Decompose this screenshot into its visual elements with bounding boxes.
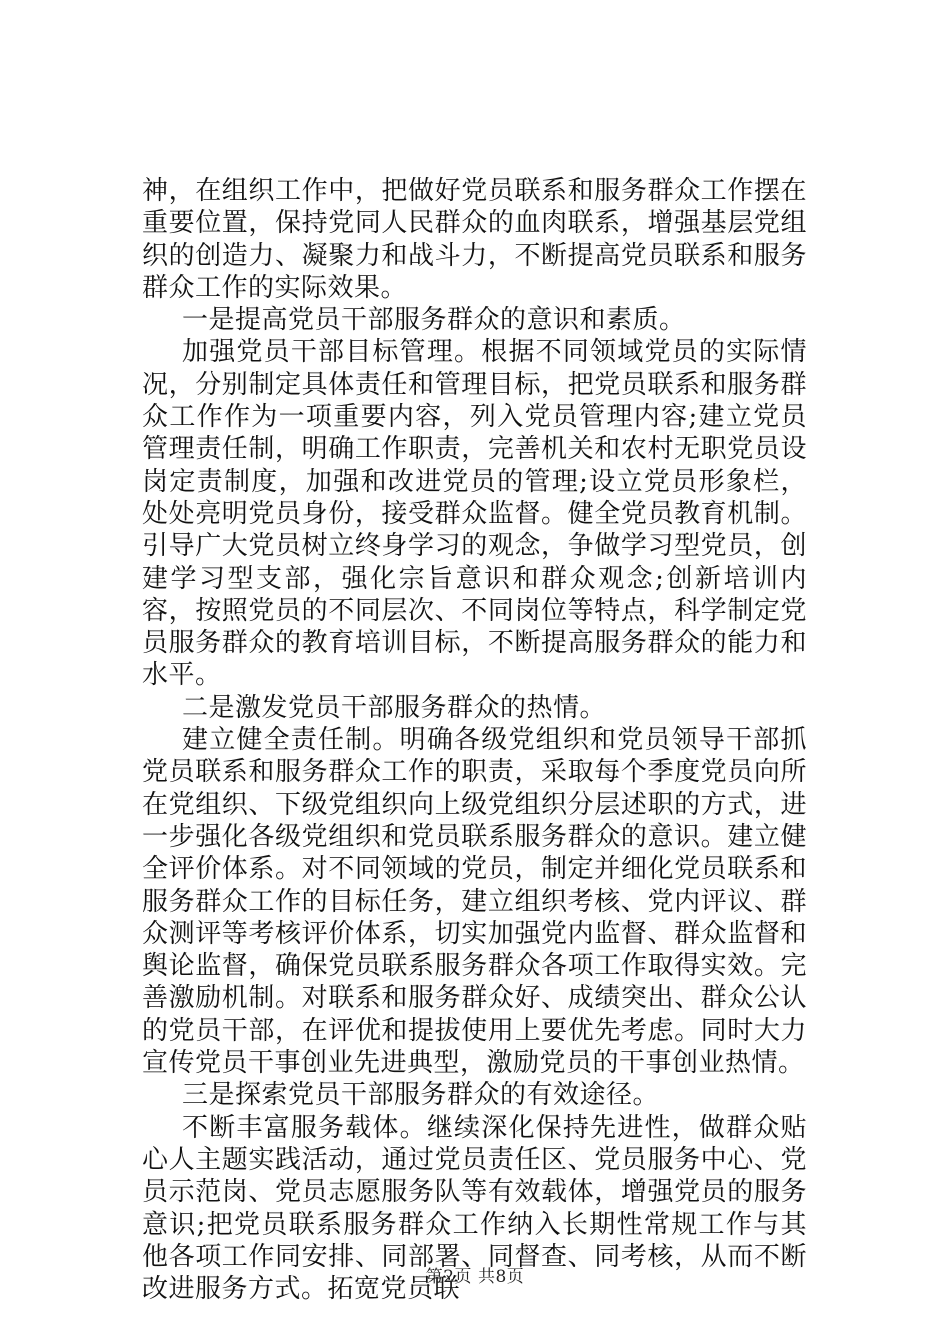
section-heading-two: 二是激发党员干部服务群众的热情。 <box>182 692 607 723</box>
paragraph-continuation: 神，在组织工作中，把做好党员联系和服务群众工作摆在重要位置，保持党同人民群众的血肉联系，增强基层党组织的创造力、凝聚力和战斗力，不断提高党员联系和服务群众工作的实际效果。 <box>142 176 807 303</box>
section-heading-three: 三是探索党员干部服务群众的有效途径。 <box>182 1080 660 1111</box>
paragraph-section-three: 不断丰富服务载体。继续深化保持先进性，做群众贴心人主题实践活动，通过党员责任区、党员服务中心、党员示范岗、党员志愿服务队等有效载体，增强党员的服务意识;把党员联系服务群众工作纳入长期性常规工作与其他各项工作同安排、同部署、同督查、同考核，从而不断改进服务方式。拓宽党员联 <box>142 1112 807 1305</box>
paragraph-section-two: 建立健全责任制。明确各级党组织和党员领导干部抓党员联系和服务群众工作的职责，采取每个季度党员向所在党组织、下级党组织向上级党组织分层述职的方式，进一步强化各级党组织和党员联系服务群众的意识。建立健全评价体系。对不同领域的党员，制定并细化党员联系和服务群众工作的目标任务，建立组织考核、党内评议、群众测评等考核评价体系，切实加强党内监督、群众监督和舆论监督，确保党员联系服务群众各项工作取得实效。完善激励机制。对联系和服务群众好、成绩突出、群众公认的党员干部，在评优和提拔使用上要优先考虑。同时大力宣传党员干事创业先进典型，激励党员的干事创业热情。 <box>142 725 807 1079</box>
paragraph-section-one: 加强党员干部目标管理。根据不同领域党员的实际情况，分别制定具体责任和管理目标，把党员联系和服务群众工作作为一项重要内容，列入党员管理内容;建立党员管理责任制，明确工作职责，完善机关和农村无职党员设岗定责制度，加强和改进党员的管理;设立党员形象栏，处处亮明党员身份，接受群众监督。健全党员教育机制。引导广大党员树立终身学习的观念，争做学习型党员，创建学习型支部，强化宗旨意识和群众观念;创新培训内容，按照党员的不同层次、不同岗位等特点，科学制定党员服务群众的教育培训目标，不断提高服务群众的能力和水平。 <box>142 337 807 691</box>
page-number-footer: 第2页 共8页 <box>425 1267 525 1287</box>
section-heading-one: 一是提高党员干部服务群众的意识和素质。 <box>182 305 686 336</box>
document-body <box>142 175 807 1305</box>
